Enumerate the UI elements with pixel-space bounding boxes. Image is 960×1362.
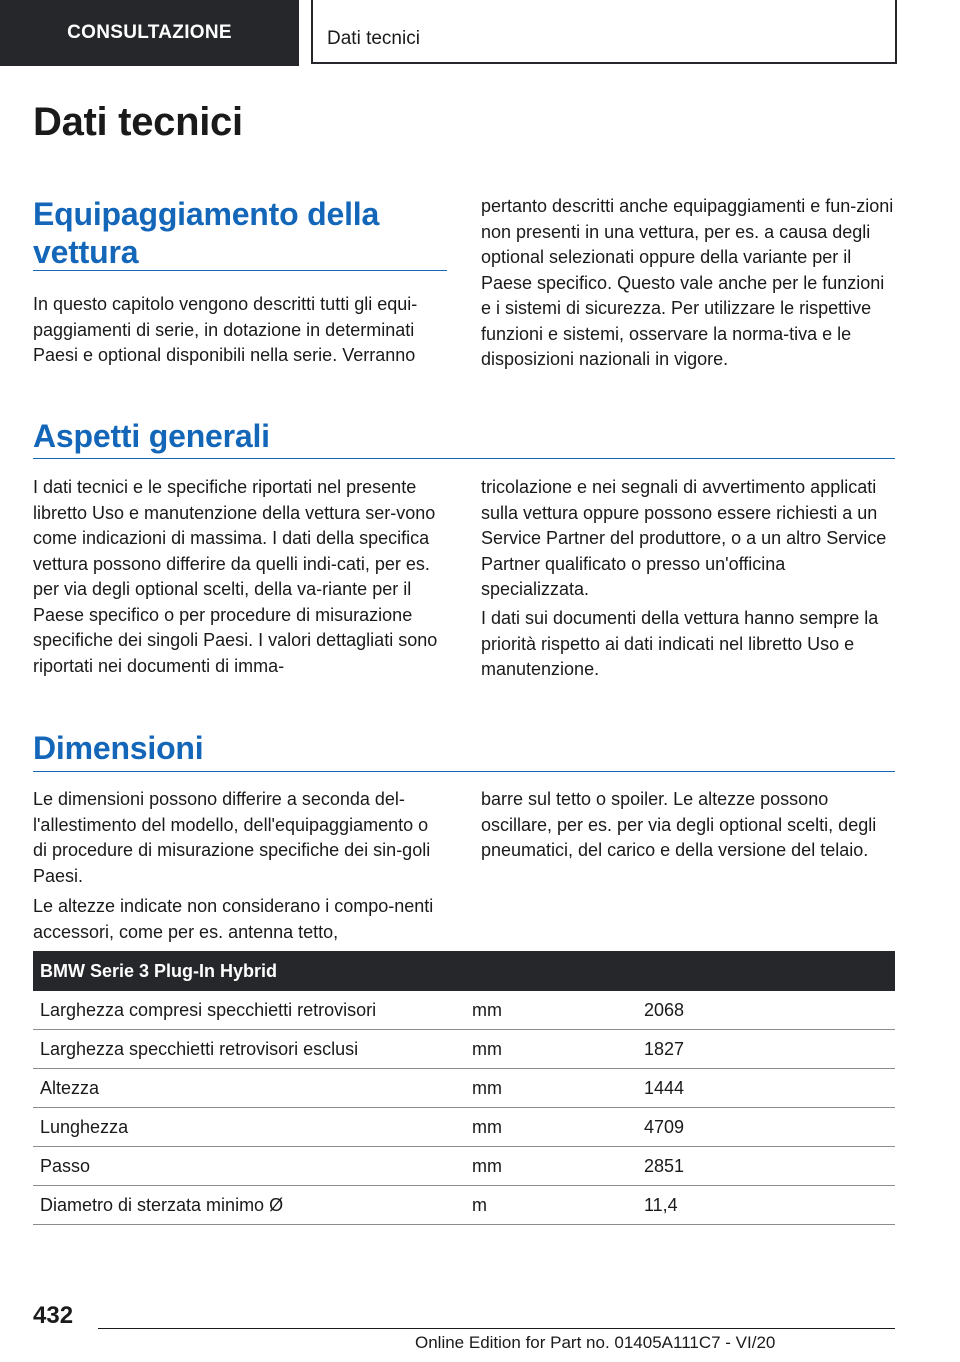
section-title-dimensioni: Dimensioni	[33, 730, 204, 766]
paragraph-dimensioni-right: barre sul tetto o spoiler. Le altezze possono oscillare, per es. per via degli optional scelti, degli pneumatici, del carico e della versione del telaio.	[481, 789, 877, 860]
table-row	[33, 1069, 895, 1108]
row-label: Larghezza specchietti retrovisori esclusi	[33, 1030, 465, 1069]
section-title-aspetti: Aspetti generali	[33, 418, 270, 454]
table-row	[33, 1030, 895, 1069]
table-header-row	[33, 951, 895, 991]
row-value: 2068	[637, 991, 895, 1030]
paragraph-dimensioni-left-2: Le altezze indicate non considerano i compo-nenti accessori, come per es. antenna tetto,	[33, 896, 434, 942]
paragraph-aspetti-right-1: tricolazione e nei segnali di avvertimento applicati sulla vettura oppure possono essere richiesti a un Service Partner del produttore, o a un altro Service Partner qualificato o presso un'officina specializzata.	[481, 477, 887, 599]
row-unit: mm	[465, 1069, 637, 1108]
row-label: Passo	[33, 1147, 465, 1186]
paragraph-aspetti-left: I dati tecnici e le specifiche riportati nel presente libretto Uso e manutenzione della vettura ser-vono come indicazioni di massima. I dati della specifica vettura possono differire da quelli indi-cati, per es. per via degli optional scelti, della va-riante per il Paese specifico o per procedure di misurazione specifiche dei singoli Paesi. I valori dettagliati sono riportati nei documenti di imma-	[33, 477, 438, 676]
page-title: Dati tecnici	[33, 100, 243, 144]
row-label: Larghezza compresi specchietti retrovisori	[33, 991, 465, 1030]
section-rule	[33, 771, 895, 772]
table-row	[33, 1147, 895, 1186]
page-number: 432	[33, 1302, 74, 1329]
row-label: Altezza	[33, 1069, 465, 1108]
paragraph-dimensioni-left-1: Le dimensioni possono differire a seconda del-l'allestimento del modello, dell'equipaggiamento o di procedure di misurazione specifiche dei sin-goli Paesi.	[33, 789, 431, 886]
row-value: 4709	[637, 1108, 895, 1147]
paragraph-equipaggiamento-right: pertanto descritti anche equipaggiamenti e fun-zioni non presenti in una vettura, per es. a causa degli optional selezionati oppure della variante per il Paese specifico. Questo vale anche per le funzioni e i sistemi di sicurezza. Per utilizzare le rispettive funzioni e sistemi, osservare la norma-tiva e le disposizioni nazionali in vigore.	[481, 196, 894, 369]
table-row	[33, 1108, 895, 1147]
row-unit: mm	[465, 1147, 637, 1186]
table-row	[33, 991, 895, 1030]
row-unit: mm	[465, 1030, 637, 1069]
row-value: 2851	[637, 1147, 895, 1186]
dimensions-table	[33, 951, 895, 1225]
table-row	[33, 1186, 895, 1225]
section-title-line2: vettura	[33, 234, 139, 270]
section-title-line1: Equipaggiamento della	[33, 196, 380, 232]
row-label: Diametro di sterzata minimo Ø	[33, 1186, 465, 1225]
section-rule	[33, 270, 447, 271]
row-unit: mm	[465, 991, 637, 1030]
table-header: BMW Serie 3 Plug-In Hybrid	[33, 951, 895, 991]
footer-edition: Online Edition for Part no. 01405A111C7 - VI/20	[415, 1333, 776, 1352]
section-rule	[33, 458, 895, 459]
section-tab-label: Dati tecnici	[327, 28, 420, 49]
row-value: 11,4	[637, 1186, 895, 1225]
row-unit: m	[465, 1186, 637, 1225]
section-tab	[311, 0, 897, 64]
section-title-equipaggiamento	[33, 195, 379, 271]
row-value: 1827	[637, 1030, 895, 1069]
footer-rule	[98, 1328, 895, 1329]
chapter-label: CONSULTAZIONE	[0, 0, 299, 66]
paragraph-equipaggiamento-left: In questo capitolo vengono descritti tutti gli equi-paggiamenti di serie, in dotazione in determinati Paesi e optional disponibili nella serie. Verranno	[33, 294, 418, 365]
row-value: 1444	[637, 1069, 895, 1108]
paragraph-aspetti-right-2: I dati sui documenti della vettura hanno sempre la priorità rispetto ai dati indicati nel libretto Uso e manutenzione.	[481, 608, 879, 679]
row-label: Lunghezza	[33, 1108, 465, 1147]
page-header	[0, 0, 960, 66]
row-unit: mm	[465, 1108, 637, 1147]
